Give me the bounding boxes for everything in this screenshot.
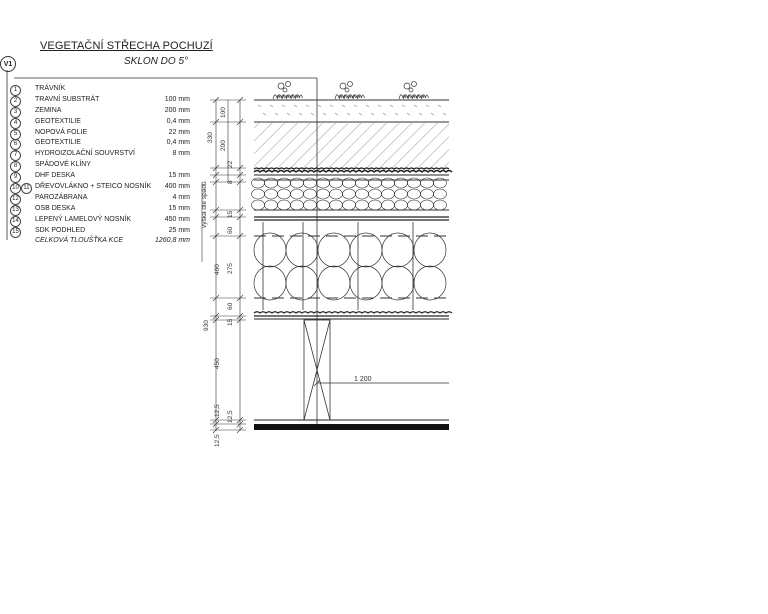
insulation-cell — [382, 233, 414, 267]
wedge-cell — [278, 200, 291, 210]
wood-fibre-insulation — [254, 222, 449, 310]
layer-number: 6 — [10, 139, 21, 150]
substrate-mark — [366, 105, 369, 107]
layer-name: SPÁDOVÉ KLÍNY — [35, 161, 92, 169]
wedge-cell — [421, 200, 434, 210]
total-value: 1260,8 mm — [154, 237, 190, 245]
insulation-cell — [254, 266, 286, 300]
wedge-cell — [421, 178, 434, 188]
dim-60a: 60 — [227, 226, 234, 234]
wedge-cell — [421, 189, 434, 199]
dim-22: 22 — [227, 160, 234, 168]
substrate-mark — [275, 113, 278, 115]
layer-number: 5 — [10, 129, 21, 140]
dim-275: 275 — [227, 263, 234, 274]
wedge-cell — [252, 189, 265, 199]
layer-name: HYDROIZOLAČNÍ SOUVRSTVÍ — [35, 150, 135, 158]
grass-tuft — [273, 95, 303, 99]
layer-number: 3 — [10, 107, 21, 118]
substrate-mark — [390, 105, 393, 107]
dim-200: 200 — [220, 140, 227, 151]
layer-name: ZEMINA — [35, 106, 62, 114]
layer-thickness: 100 mm — [164, 95, 190, 103]
layer-number: 7 — [10, 150, 21, 161]
dim-15a: 15 — [227, 210, 234, 218]
wedge-cell — [330, 189, 343, 199]
insulation-cell — [414, 233, 446, 267]
layer-number: 14 — [10, 216, 21, 227]
span-dimension — [314, 380, 449, 386]
layer-name: GEOTEXTILIE — [35, 139, 81, 147]
substrate-mark — [342, 105, 345, 107]
insulation-cell — [318, 266, 350, 300]
layer-name: TRAVNÍ SUBSTRÁT — [35, 95, 100, 103]
substrate-mark — [407, 113, 410, 115]
dim-12-5a: 12,5 — [214, 404, 221, 417]
wedge-cell — [382, 200, 395, 210]
layer-name: LEPENÝ LAMELOVÝ NOSNÍK — [35, 215, 132, 223]
insulation-cell — [350, 266, 382, 300]
substrate-mark — [299, 113, 302, 115]
drawing-subtitle: SKLON DO 5° — [124, 56, 189, 67]
layer-thickness: 200 mm — [164, 106, 190, 114]
wedge-cell — [408, 189, 421, 199]
substrate-mark — [359, 113, 362, 115]
substrate-mark — [318, 105, 321, 107]
wedge-cell — [265, 178, 278, 188]
layer-thickness: 400 mm — [164, 183, 190, 191]
grass-blade — [348, 82, 353, 87]
grass-blade — [409, 88, 413, 92]
layer-number: 4 — [10, 118, 21, 129]
wedge-cell — [395, 189, 408, 199]
wedge-cell — [317, 178, 330, 188]
wedge-cell — [317, 189, 330, 199]
total-label: CELKOVÁ TLOUŠŤKA KCE — [35, 237, 124, 245]
wedge-cell — [408, 178, 421, 188]
substrate-mark — [263, 113, 266, 115]
layer-name: NOPOVÁ FOLIE — [35, 128, 88, 136]
wedge-cell — [278, 178, 291, 188]
layer-name: OSB DESKA — [35, 204, 76, 212]
layer-thickness: 15 mm — [168, 204, 190, 212]
grass-blade — [412, 82, 417, 87]
layer-name: DŘEVOVLÁKNO + STEICO NOSNÍK — [35, 183, 152, 191]
wedge-cell — [356, 189, 369, 199]
detail-tag: V1 — [0, 56, 16, 72]
grass-blade — [345, 88, 349, 92]
dim-450: 450 — [214, 358, 221, 369]
wedge-cell — [291, 200, 304, 210]
wedge-cell — [382, 178, 395, 188]
layer-name: DHF DESKA — [35, 172, 76, 180]
substrate-mark — [258, 105, 261, 107]
substrate-mark — [311, 113, 314, 115]
layer-number-secondary: 11 — [21, 183, 32, 194]
wedge-cell — [395, 200, 408, 210]
substrate-mark — [383, 113, 386, 115]
layer-thickness: 25 mm — [168, 226, 190, 234]
wedge-cell — [343, 200, 356, 210]
substrate-mark — [402, 105, 405, 107]
wedge-cell — [343, 189, 356, 199]
layer-thickness: 4 mm — [172, 193, 190, 201]
substrate-mark — [323, 113, 326, 115]
grass-blade — [283, 88, 287, 92]
wedge-cell — [434, 189, 447, 199]
dim-60b: 60 — [227, 302, 234, 310]
dhf-board — [254, 217, 449, 220]
wedge-cell — [369, 189, 382, 199]
sdk-ceiling — [254, 424, 449, 430]
substrate-mark — [306, 105, 309, 107]
substrate-mark — [378, 105, 381, 107]
wedge-cell — [356, 200, 369, 210]
substrate-mark — [330, 105, 333, 107]
grass-blade — [286, 82, 291, 87]
dim-8: 8 — [227, 180, 234, 184]
substrate-mark — [419, 113, 422, 115]
layer-thickness: 0,4 mm — [166, 117, 190, 125]
insulation-cell — [414, 266, 446, 300]
layer-name: TRÁVNÍK — [35, 85, 66, 92]
wedge-cell — [317, 200, 330, 210]
wedge-cell — [369, 178, 382, 188]
substrate-mark — [395, 113, 398, 115]
substrate-mark — [335, 113, 338, 115]
wedge-cell — [304, 189, 317, 199]
layer-number: 15 — [10, 227, 21, 238]
wedge-cell — [265, 189, 278, 199]
layer-name: GEOTEXTILIE — [35, 117, 81, 125]
osb-layer — [254, 312, 452, 319]
substrate-layer — [254, 105, 449, 122]
substrate-mark — [354, 105, 357, 107]
layer-thickness: 8 mm — [172, 150, 190, 158]
layer-number: 2 — [10, 96, 21, 107]
substrate-mark — [431, 113, 434, 115]
wedge-cell — [278, 189, 291, 199]
wedge-cell — [265, 200, 278, 210]
wedge-cell — [356, 178, 369, 188]
layer-thickness: 15 mm — [168, 172, 190, 180]
wedge-cell — [369, 200, 382, 210]
substrate-mark — [371, 113, 374, 115]
wedge-cell — [252, 178, 265, 188]
dim-400: 400 — [214, 264, 221, 275]
grass-blade — [340, 83, 346, 89]
span-label: 1 200 — [354, 376, 372, 383]
grass-blade — [404, 83, 410, 89]
layer-thickness: 22 mm — [168, 128, 190, 136]
drawing-title: VEGETAČNÍ STŘECHA POCHUZÍ — [40, 40, 213, 52]
substrate-mark — [443, 113, 446, 115]
layer-number: 12 — [10, 194, 21, 205]
layer-number: 10 — [10, 183, 21, 194]
grass-tuft — [399, 95, 429, 99]
dim-100: 100 — [220, 107, 227, 118]
wedge-cell — [291, 178, 304, 188]
wedge-cell — [330, 200, 343, 210]
layer-number: 8 — [10, 161, 21, 172]
layer-number: 9 — [10, 172, 21, 183]
layer-thickness: 0,4 mm — [166, 139, 190, 147]
insulation-cell — [350, 233, 382, 267]
wedge-cell — [395, 178, 408, 188]
wedge-cell — [434, 178, 447, 188]
wedge-cell — [304, 178, 317, 188]
layer-number: 1 — [10, 85, 21, 96]
slope-wedge-layer — [252, 178, 450, 210]
insulation-cell — [254, 233, 286, 267]
substrate-mark — [347, 113, 350, 115]
substrate-mark — [287, 113, 290, 115]
substrate-mark — [294, 105, 297, 107]
layer-name: SDK PODHLED — [35, 226, 86, 234]
grass-blade — [278, 83, 284, 89]
dim-930: 930 — [203, 320, 210, 331]
membrane-layers — [254, 168, 452, 175]
layer-thickness: 450 mm — [164, 215, 190, 223]
substrate-mark — [426, 105, 429, 107]
substrate-mark — [414, 105, 417, 107]
insulation-cell — [286, 266, 318, 300]
dim-15b: 15 — [227, 318, 234, 326]
insulation-cell — [382, 266, 414, 300]
wedge-cell — [408, 200, 421, 210]
grass-layer — [254, 82, 449, 101]
dim-12-5c: 12,5 — [214, 434, 221, 447]
insulation-cell — [286, 233, 318, 267]
wedge-cell — [330, 178, 343, 188]
soil-layer — [254, 123, 449, 168]
layer-name: PAROZÁBRANA — [35, 193, 88, 201]
wedge-cell — [252, 200, 265, 210]
dim-12-5b: 12,5 — [227, 410, 234, 423]
wedge-cell — [434, 200, 447, 210]
insulation-cell — [318, 233, 350, 267]
wedge-cell — [304, 200, 317, 210]
grass-tuft — [335, 95, 365, 99]
wedge-cell — [382, 189, 395, 199]
dim-330: 330 — [207, 132, 214, 143]
layer-number: 13 — [10, 205, 21, 216]
substrate-mark — [282, 105, 285, 107]
slope-note: výška dle spádu — [201, 181, 208, 228]
wedge-cell — [343, 178, 356, 188]
dimension-labels — [201, 107, 234, 447]
wedge-cell — [291, 189, 304, 199]
substrate-mark — [438, 105, 441, 107]
substrate-mark — [270, 105, 273, 107]
